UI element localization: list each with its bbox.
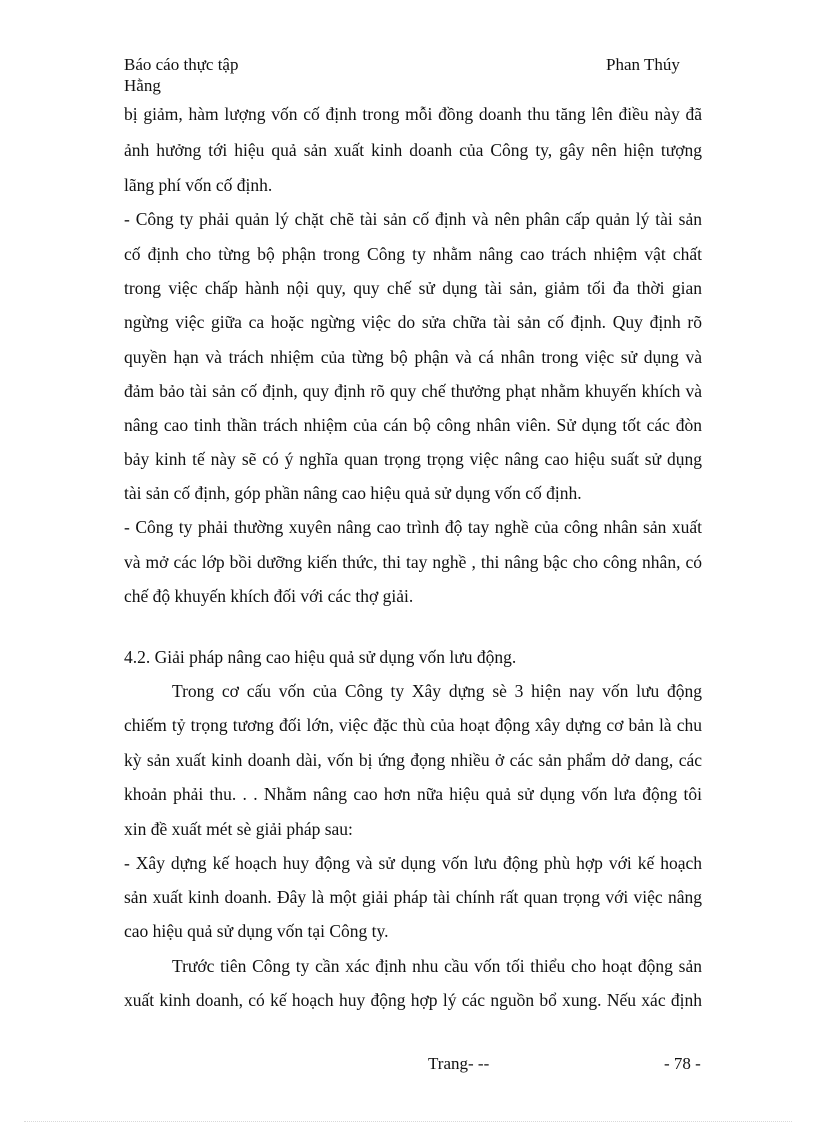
text-line: bảy kinh tế này sẽ có ý nghĩa quan trọng trọng việc nâng cao hiệu suất sử dụng [124,449,702,469]
header-author: Phan Thúy [606,55,680,74]
header-author-continued: Hằng [124,76,161,95]
text-line: cố định cho từng bộ phận trong Công ty nhằm nâng cao trách nhiệm vật chất [124,244,702,264]
text-line: quyền hạn và trách nhiệm của từng bộ phận và cá nhân trong việc sử dụng và [124,347,702,367]
text-line: ngừng việc giữa ca hoặc ngừng việc do sửa chữa tài sản cố định. Quy định rõ [124,312,702,332]
text-line: chiếm tỷ trọng tương đối lớn, việc đặc thù của hoạt động xây dựng cơ bản là chu [124,715,702,735]
text-line: sản xuất kinh doanh. Đây là một giải pháp tài chính rất quan trọng với việc nâng [124,887,702,907]
text-line: - Công ty phải quản lý chặt chẽ tài sản cố định và nên phân cấp quản lý tài sản [124,209,702,229]
header-report-title: Báo cáo thực tập [124,55,239,74]
text-line: kỳ sản xuất kinh doanh dài, vốn bị ứng đọng nhiều ở các sản phẩm dở dang, các [124,750,702,770]
text-line: Trước tiên Công ty cần xác định nhu cầu vốn tối thiểu cho hoạt động sản [172,956,702,976]
text-line: bị giảm, hàm lượng vốn cố định trong mỗi đồng doanh thu tăng lên điều này đã [124,104,702,124]
footer-page-number: - 78 - [664,1054,701,1073]
text-line: xuất kinh doanh, có kế hoạch huy động hợp lý các nguồn bổ xung. Nếu xác định [124,990,702,1010]
text-line: lãng phí vốn cố định. [124,175,273,195]
text-line: chế độ khuyến khích đối với các thợ giải. [124,586,414,606]
text-line: cao hiệu quả sử dụng vốn tại Công ty. [124,921,389,941]
text-line: ảnh hưởng tới hiệu quả sản xuất kinh doanh của Công ty, gây nên hiện tượng [124,140,702,160]
text-line: nâng cao tinh thần trách nhiệm của cán bộ công nhân viên. Sử dụng tốt các đòn [124,415,702,435]
text-line: trong việc chấp hành nội quy, quy chế sử dụng tài sản, giảm tối đa thời gian [124,278,702,298]
text-line: và mở các lớp bồi dưỡng kiến thức, thi tay nghề , thi nâng bậc cho công nhân, có [124,552,702,572]
text-line: tài sản cố định, góp phần nâng cao hiệu quả sử dụng vốn cố định. [124,483,582,503]
text-line: xin đề xuất mét sè giải pháp sau: [124,819,353,839]
section-heading: 4.2. Giải pháp nâng cao hiệu quả sử dụng vốn lưu động. [124,647,517,667]
text-line: đảm bảo tài sản cố định, quy định rõ quy chế thưởng phạt nhằm khuyến khích và [124,381,702,401]
text-line: Trong cơ cấu vốn của Công ty Xây dựng sè 3 hiện nay vốn lưu động [172,681,702,701]
page-bottom-divider [24,1121,792,1122]
text-line: khoản phải thu. . . Nhằm nâng cao hơn nữa hiệu quả sử dụng vốn lưa động tôi [124,784,702,804]
text-line: - Công ty phải thường xuyên nâng cao trình độ tay nghề của công nhân sản xuất [124,517,702,537]
footer-page-label: Trang- -- [428,1054,490,1073]
text-line: - Xây dựng kế hoạch huy động và sử dụng vốn lưu động phù hợp với kế hoạch [124,853,702,873]
